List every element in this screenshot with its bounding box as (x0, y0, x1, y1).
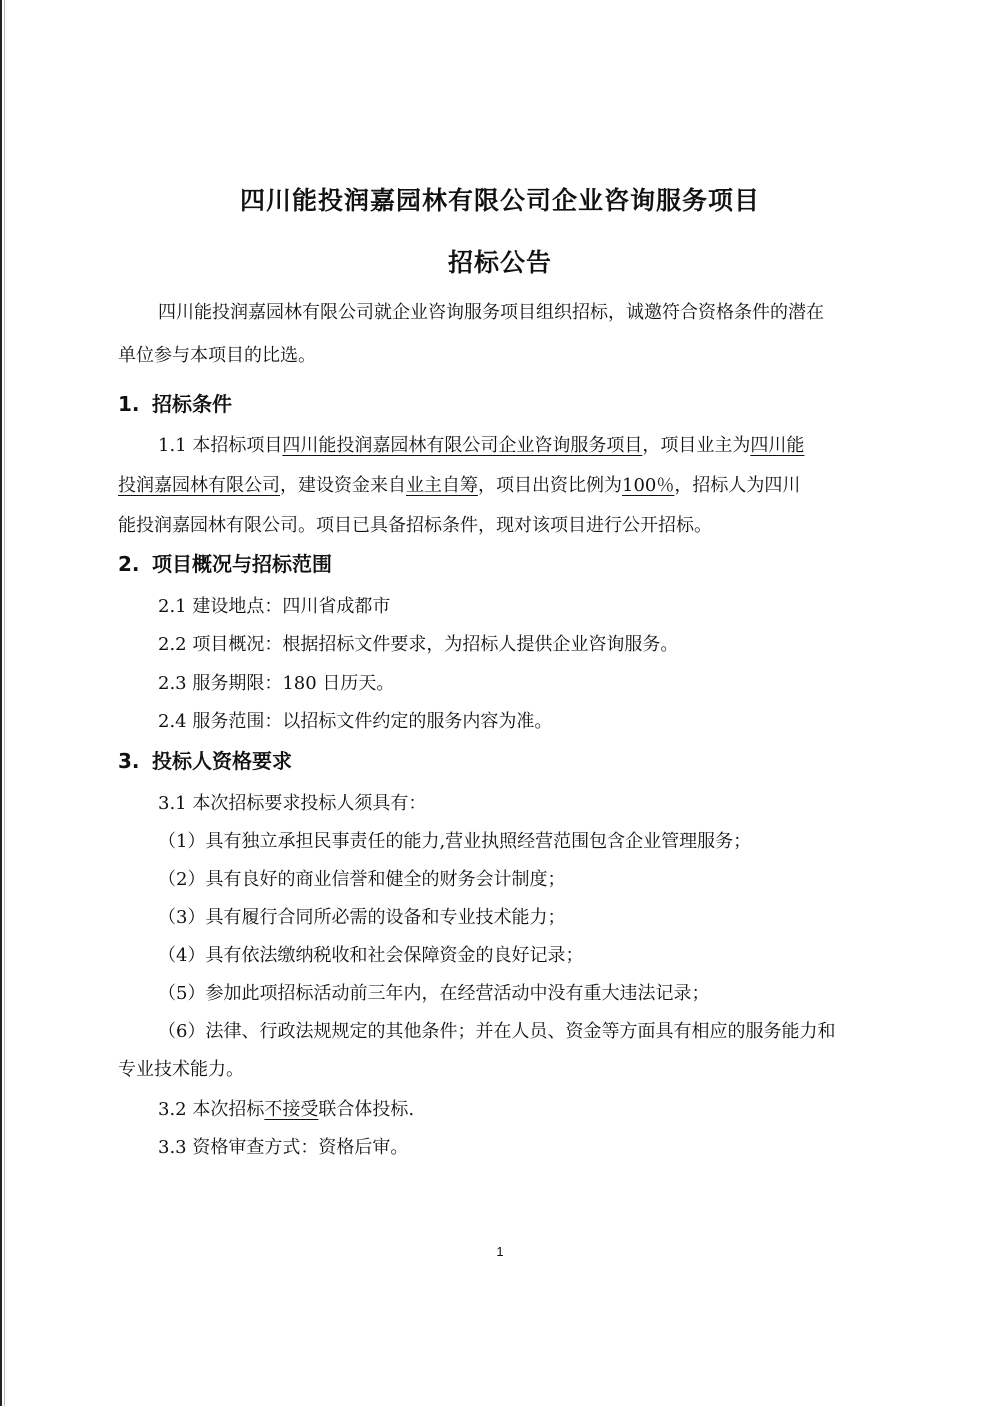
text-segment: 1.1 本招标项目 (158, 435, 283, 456)
owner-name-underlined-cont: 投润嘉园林有限公司 (118, 475, 280, 496)
text-segment: 联合体投标. (318, 1099, 415, 1120)
requirement-item: （1）具有独立承担民事责任的能力,营业执照经营范围包含企业管理服务； (158, 831, 752, 852)
fund-source-underlined: 业主自筹 (406, 475, 478, 496)
section-2-title: 项目概况与招标范围 (152, 552, 332, 576)
section-3-intro: 3.1 本次招标要求投标人须具有： (158, 793, 427, 814)
text-segment: 3.2 本次招标 (158, 1099, 265, 1120)
section-1-para-line-3: 能投润嘉园林有限公司。项目已具备招标条件，现对该项目进行公开招标。 (118, 515, 712, 536)
requirement-item: （3）具有履行合同所必需的设备和专业技术能力； (158, 907, 566, 928)
text-segment: ，建设资金来自 (280, 475, 406, 496)
section-2-number: 2. (118, 552, 140, 576)
intro-line-1: 四川能投润嘉园林有限公司就企业咨询服务项目组织招标，诚邀符合资格条件的潜在 (158, 302, 824, 323)
text-segment: ，招标人为四川 (674, 475, 801, 496)
requirement-item: （5）参加此项招标活动前三年内，在经营活动中没有重大违法记录； (158, 983, 710, 1004)
section-2-item: 2.3 服务期限：180 日历天。 (158, 673, 395, 694)
section-3-3: 3.3 资格审查方式：资格后审。 (158, 1137, 409, 1158)
owner-name-underlined: 四川能 (750, 435, 805, 456)
section-1-para-line-2 (118, 474, 888, 498)
section-2-item: 2.4 服务范围：以招标文件约定的服务内容为准。 (158, 711, 553, 732)
requirement-item: （4）具有依法缴纳税收和社会保障资金的良好记录； (158, 945, 584, 966)
requirement-item: （6）法律、行政法规规定的其他条件；并在人员、资金等方面具有相应的服务能力和 (158, 1021, 836, 1042)
text-segment: ，项目业主为 (642, 435, 751, 456)
section-2-item: 2.1 建设地点：四川省成都市 (158, 596, 391, 617)
section-2-item: 2.2 项目概况：根据招标文件要求，为招标人提供企业咨询服务。 (158, 634, 679, 655)
section-3-number: 3. (118, 749, 140, 773)
project-name-underlined: 四川能投润嘉园林有限公司企业咨询服务项目 (282, 435, 643, 456)
requirement-item-continuation: 专业技术能力。 (118, 1059, 244, 1080)
section-1-heading (118, 391, 232, 417)
document-title: 四川能投润嘉园林有限公司企业咨询服务项目 (239, 186, 760, 215)
requirement-item: （2）具有良好的商业信誉和健全的财务会计制度； (158, 869, 566, 890)
page-number: 1 (496, 1244, 504, 1259)
intro-line-2: 单位参与本项目的比选。 (118, 345, 316, 366)
section-1-para-line-1 (158, 434, 888, 458)
section-3-2 (158, 1098, 888, 1122)
consortium-value-underlined: 不接受 (264, 1099, 319, 1120)
section-3-heading (118, 748, 292, 774)
funding-ratio-underlined: 100％ (622, 475, 675, 496)
section-2-heading (118, 551, 332, 577)
section-3-title: 投标人资格要求 (152, 749, 292, 773)
document-subtitle: 招标公告 (447, 248, 552, 277)
section-1-title: 招标条件 (152, 392, 232, 416)
section-1-number: 1. (118, 392, 140, 416)
text-segment: ，项目出资比例为 (478, 475, 622, 496)
